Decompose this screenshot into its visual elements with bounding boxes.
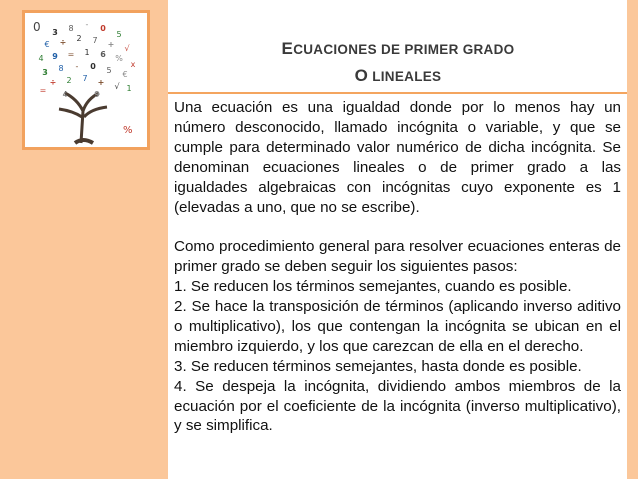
step-3: 3. Se reducen términos semejantes, hasta donde es posible. <box>174 357 582 375</box>
canopy-glyph: - <box>85 20 89 29</box>
canopy-glyph: 7 <box>82 74 88 83</box>
title-divider <box>168 92 627 94</box>
canopy-glyph: 4 <box>62 90 68 99</box>
canopy-glyph: 0 <box>100 24 106 33</box>
canopy-glyph: 0 <box>90 62 96 71</box>
canopy-glyph: 4 <box>38 54 44 63</box>
canopy-glyph: % <box>115 54 123 63</box>
canopy-glyph: 2 <box>66 76 72 85</box>
canopy-glyph: + <box>107 40 115 49</box>
zero-glyph: 0 <box>33 20 41 34</box>
canopy-glyph: 7 <box>92 36 98 45</box>
page-title <box>178 36 618 90</box>
right-accent-strip <box>627 0 638 479</box>
canopy-glyph: x <box>130 60 136 69</box>
canopy-glyph: € <box>44 40 50 49</box>
canopy-glyph: = <box>39 86 47 95</box>
canopy-glyph: - <box>75 62 79 71</box>
percent-glyph: % <box>123 125 133 136</box>
number-canopy <box>38 20 135 99</box>
canopy-glyph: 5 <box>106 66 112 75</box>
canopy-glyph: € <box>122 70 128 79</box>
canopy-glyph: 5 <box>116 30 122 39</box>
canopy-glyph: 6 <box>100 50 106 59</box>
tree-roots <box>75 140 93 143</box>
procedure-intro: Como procedimiento general para resolver ecuaciones enteras de primer grado se deben seguir los siguientes pasos: <box>174 238 621 276</box>
title-line-1: ECUACIONES DE PRIMER GRADO <box>281 39 515 58</box>
canopy-glyph: 9 <box>52 52 58 61</box>
tree-illustration <box>25 13 147 147</box>
step-4: 4. Se despeja la incógnita, dividiendo ambos miembros de la ecuación por el coeficiente de la incógnita (inverso multiplicativo), y se simplifica. <box>174 377 621 435</box>
canopy-glyph: + <box>97 78 105 87</box>
canopy-glyph: = <box>67 50 75 59</box>
canopy-glyph: 3 <box>42 68 48 77</box>
tree-trunk <box>59 93 107 143</box>
canopy-glyph: √ <box>114 82 120 91</box>
canopy-glyph: 3 <box>52 28 58 37</box>
canopy-glyph: 1 <box>84 48 90 57</box>
intro-paragraph: Una ecuación es una igualdad donde por lo menos hay un número desconocido, llamado incógnita o variable, y que se cumple para determinado valor numérico de dicha incógnita. Se denominan ecuaciones lineales o de primer grado a las igualdades algebraicas con incógnitas cuyo exponente es 1 (elevadas a uno, que no se escribe). <box>174 99 621 216</box>
canopy-glyph: 9 <box>94 90 100 99</box>
canopy-glyph: 8 <box>58 64 64 73</box>
canopy-glyph: ÷ <box>49 78 57 87</box>
canopy-glyph: √ <box>124 44 130 53</box>
step-2: 2. Se hace la transposición de términos (aplicando inverso aditivo o multiplicativo), los que contengan la incógnita se ubican en el miembro izquierdo, y los que carezcan de ella en el derecho. <box>174 298 621 355</box>
canopy-glyph: ÷ <box>59 38 67 47</box>
canopy-glyph: 1 <box>126 84 132 93</box>
body-text <box>174 98 621 436</box>
canopy-glyph: 8 <box>68 24 74 33</box>
title-line-2: O LINEALES <box>354 66 442 85</box>
number-tree-image <box>22 10 150 150</box>
canopy-glyph: 2 <box>76 34 82 43</box>
step-1: 1. Se reducen los términos semejantes, cuando es posible. <box>174 278 572 296</box>
